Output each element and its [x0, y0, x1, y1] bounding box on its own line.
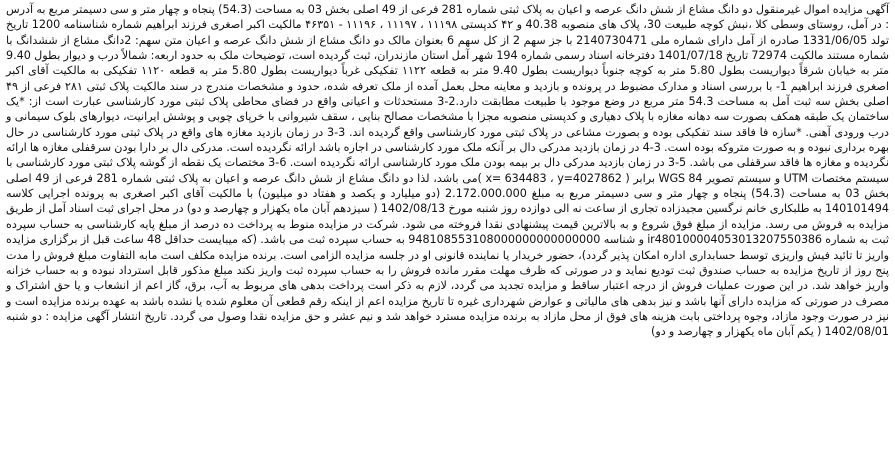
notice-text: آگهی مزایده اموال غیرمنقول دو دانگ مشاع از شش دانگ عرصه و اعیان به پلاک ثبتی شماره 281 فرعی از 49 اصلی بخش 03 به مساحت (54.3) پنجاه و چهار متر و سی دسیمتر مربع به آدرس : در آمل، روستای وسطی کلا ،نبش کوچه طبیعت 30، پلاک های منصوبه 40.38 و ۴۲ کدپستی ۱۱۱۹۸ ، ۱۱۱۹۷ ، ۱۱۱۹۶ - ۴۶۳۵۱ مالکیت اکبر اصغری فرزند ابراهیم شماره شناسنامه 1200 تاریخ تولد 1331/06/05 صادره از آمل دارای شماره ملی 2140730471 با جز سهم 2 از کل سهم 6 بعنوان مالک دو دانگ مشاع از شش دانگ عرصه و اعیان متن سهم: 2دانگ مشاع از ششدانگ با شماره مستند مالکیت 72974 تاریخ 1401/07/18 دفترخانه اسناد رسمی شماره 194 شهر آمل استان مازندران، ثبت گردیده است، توضیحات ملک به حدود اربعه: شمالاً درب و دیوار بطول 9.40 متر به خیابان شرقاً دیواریست بطول 5.80 متر به کوچه جنوباً دیواریست بطول 9.40 متر به قطعه ۱۱۲۲ تفکیکی غرباً دیواریست بطول 5.80 متر به قطعه ۱۱۲۰ تفکیکی به مالکیت آقای اکبر اصغری فرزند ابراهیم 1- با بررسی اسناد و مدارک مضبوط در پرونده و بازدید و معاینه محل بعمل آمده از ملک تعرفه شده، حدود و مشخصات مندرج در سند مالکیت پلاک ثبتی ۲۸۱ فرعی از ۴۹ اصلی بخش سه ثبت آمل به مساحت 54.3 متر مربع در وضع موجود با طبیعت مطابقت دارد.2-3 مستحدثات و اعیانی واقع در فضای محاطی پلاک ثبتی مورد کارشناسی عبارت است از: *یک ساختمان یک طبقه همکف بصورت سه دهانه مغازه با پلاک دهیاری و کدپستی منصوبه مجزا با مشخصات مصالح بنایی ، سقف شیروانی با خرپای چوبی و پوشش ایرانیت، دیوارهای بلوک سیمانی و درب ورودی آهنی. *سازه فا فاقد سند تفکیکی بوده و بصورت مشاعی در پلاک ثبتی مورد کارشناسی واقع گردیده اند. 3-3 در زمان بازدید مغازه های واقع در پلاک ثبتی مورد کارشناسی در حال بهره برداری نبوده و به صورت متروکه بوده است. 3-4 در زمان بازدید مدرکی دال بر آنکه ملک مورد کارشناسی در اجاره باشد ارائه نگردیده است. مدرکی دال بر دارا بودن سرقفلی مغازه ها ارائه نگردیده و مغازه ها فاقد سرقفلی می باشد. 5-3 در زمان بازدید مدرکی دال بر بیمه بودن ملک مورد کارشناسی ارائه نگردیده است. 6-3 مختصات یک نقطه از گوشه پلاک ثبتی مورد کارشناسی با سیستم مختصات UTM و سیستم تصویر WGS 84 برابر ( x= 634483 ، y=4027862 )می باشد، لذا دو دانگ مشاع از شش دانگ عرصه و اعیان به پلاک ثبتی شماره 281 فرعی از 49 اصلی بخش 03 به مساحت (54.3) پنجاه و چهار متر و سی دسیمتر مربع به مبلغ 2.172.000.000 (دو میلیارد و یکصد و هفتاد دو میلیون) با مالکیت آقای اکبر اصغری به پرونده اجرایی کلاسه 140101494 به طلبکاری خانم نرگسین مجیدزاده تجاری از ساعت نه الی دوازده روز شنبه مورخ 1402/08/13 ( سیزدهم آبان ماه یکهزار و چهارصد و دو) در محل اجرای ثبت اسناد آمل از طریق مزایده به فروش می رسد. مزایده از مبلغ فوق شروع و به بالاترین قیمت پیشنهادی نقدا فروخته می شود. شرکت در مزایده منوط به پرداخت ده درصد از مبلغ پایه کارشناسی به حساب سپرده ثبت به شماره ir480100004053013207550386 و شناسه 948108553108000000000000000 به حساب سپرده ثبت می باشد. (که میبایست حداقل 48 ساعت قبل از برگزاری مزایده واریز تا تائید فیش واریزی توسط حسابداری اداره امکان پذیر گردد)، حضور خریدار یا نماینده قانونی او در جلسه مزایده الزامی است. برنده مزایده مکلف است مابه التفاوت مبلغ فروش را مدت پنج روز از تاریخ مزایده به حساب صندوق ثبت تودیع نماید و در صورتی که ظرف مهلت مقرر مانده فروش را به حساب سپرده ثبت واریز نکند مبلغ مذکور قابل استرداد نبوده و به حساب خزانه واریز خواهد شد. در این صورت عملیات فروش از درجه اعتبار ساقط و مزایده تجدید می گردد، لازم به ذکر است پرداخت بدهی های مربوط به آب، برق، گاز اعم از انشعاب و یا حق اشتراک و مصرف در صورتی که مزایده دارای آنها باشد و نیز بدهی های مالیاتی و عوارض شهرداری غیره تا تاریخ مزایده اعم از اینکه رقم قطعی آن معلوم شده یا نشده باشد به عهده برنده مزایده است و نیز در صورت وجود مازاد، وجوه پرداختی بابت هزینه های فوق از محل مازاد به برنده مزایده مسترد خواهد شد و نیم عشر و حق مزایده نقدا وصول می گردد. تاریخ انتشار آگهی مزایده : دو شنبه 1402/08/01 ( یکم آبان ماه یکهزار و چهارصد و دو) — [5, 3, 890, 339]
